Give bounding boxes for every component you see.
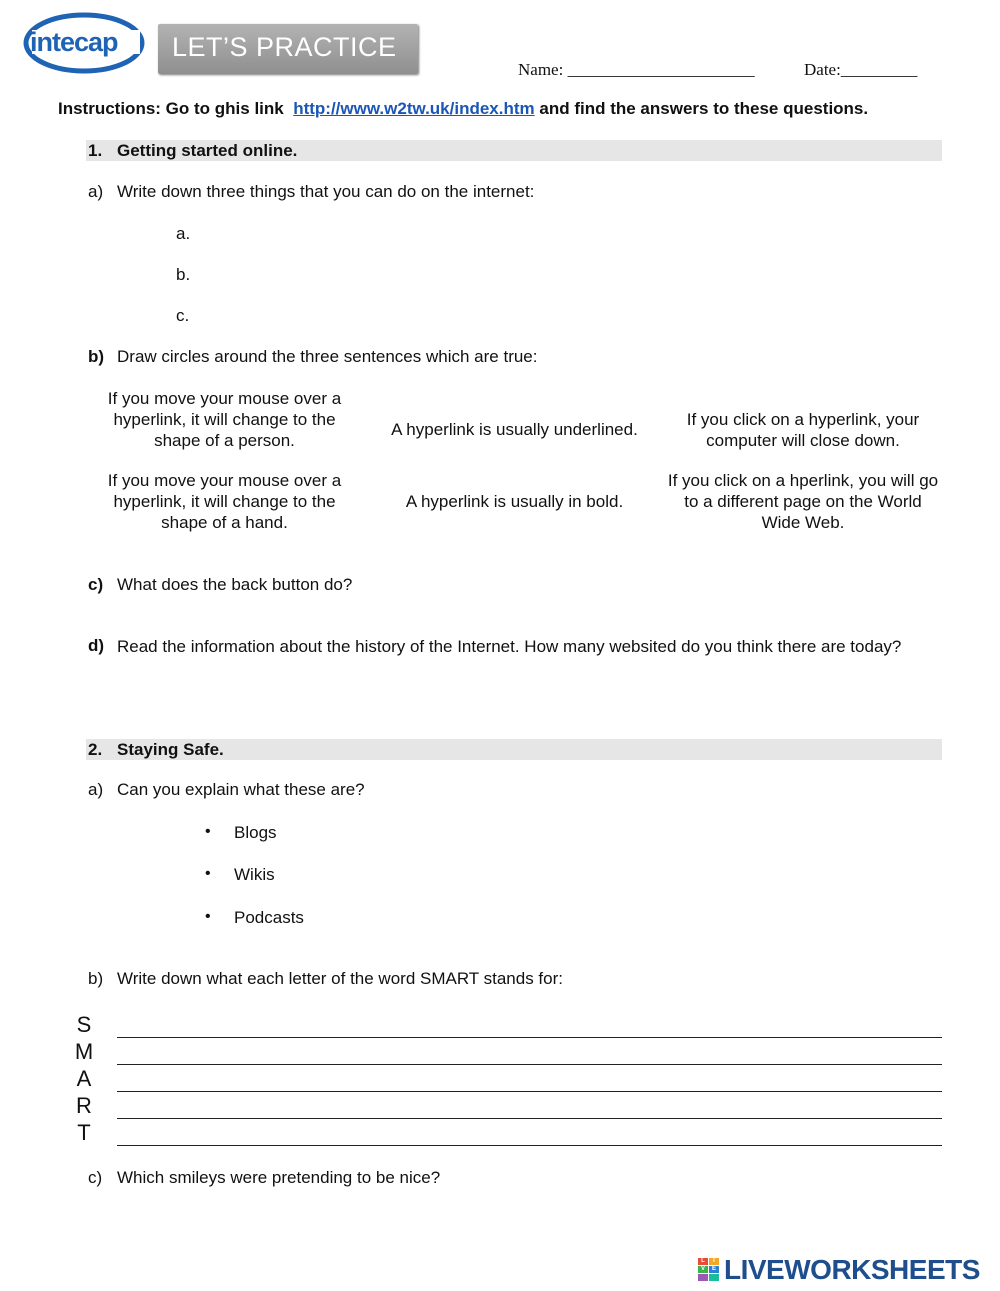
statement-6[interactable]: If you click on a hperlink, you will go to a different page on the World Wide Web. [667, 471, 939, 532]
smart-letter-t: T [77, 1120, 91, 1145]
smart-letter-m: M [74, 1039, 94, 1064]
name-field-label: Name: ______________________ [518, 60, 755, 79]
bullet-icon: • [205, 823, 211, 840]
q1a-item-c: c. [176, 306, 190, 325]
smart-letter-s: S [76, 1012, 92, 1037]
logo-box-5 [698, 1274, 708, 1281]
statement-4[interactable]: If you move your mouse over a hyperlink, it will change to the shape of a hand. [107, 471, 342, 532]
q1a-item-a: a. [176, 224, 191, 243]
logo-box-e: E [709, 1266, 719, 1273]
smart-letter-a: A [76, 1066, 92, 1091]
statement-2[interactable]: A hyperlink is usually underlined. [391, 420, 638, 439]
banner-title: LET’S PRACTICE [172, 32, 397, 62]
smart-answer-line-a[interactable] [117, 1091, 942, 1092]
bullet-blogs: Blogs [234, 823, 277, 842]
q1d-label: d) [88, 636, 105, 655]
instructions-prefix: Instructions: Go to ghis link [58, 99, 284, 118]
logo-box-6 [709, 1274, 719, 1281]
section-2-title: Staying Safe. [117, 740, 224, 759]
section-1-number: 1. [88, 141, 103, 160]
liveworksheets-icon [698, 1258, 720, 1282]
q2a-text: Can you explain what these are? [117, 780, 365, 799]
q1b-label: b) [88, 347, 105, 366]
smart-answer-line-r[interactable] [117, 1118, 942, 1119]
q1a-text: Write down three things that you can do on the internet: [117, 182, 535, 201]
bullet-icon: • [205, 865, 211, 882]
bullet-podcasts: Podcasts [234, 908, 304, 927]
q2b-label: b) [88, 969, 104, 988]
bullet-icon: • [205, 908, 211, 925]
q1c-label: c) [88, 575, 104, 594]
smart-answer-line-s[interactable] [117, 1037, 942, 1038]
liveworksheets-brand: LIVEWORKSHEETS [724, 1254, 980, 1285]
q1d-text: Read the information about the history of the Internet. How many websited do you think there are today? [117, 637, 902, 656]
q2a-label: a) [88, 780, 104, 799]
q2c-text: Which smileys were pretending to be nice? [117, 1168, 441, 1187]
instructions [58, 99, 868, 119]
section-2-number: 2. [88, 740, 103, 759]
section-1-header [86, 140, 942, 161]
logo-text: intecap [30, 27, 118, 57]
smart-letter-r: R [76, 1093, 92, 1118]
q1c-text: What does the back button do? [117, 575, 353, 594]
smart-answer-line-m[interactable] [117, 1064, 942, 1065]
instructions-link[interactable]: http://www.w2tw.uk/index.htm [293, 99, 535, 118]
q1a-label: a) [88, 182, 104, 201]
bullet-wikis: Wikis [234, 865, 275, 884]
logo-box-v: V [698, 1266, 708, 1273]
statement-1[interactable]: If you move your mouse over a hyperlink, it will change to the shape of a person. [107, 389, 342, 450]
statement-5[interactable]: A hyperlink is usually in bold. [405, 492, 624, 511]
section-2-header [86, 739, 942, 760]
q1b-text: Draw circles around the three sentences which are true: [117, 347, 538, 366]
logo-box-i: I [709, 1258, 719, 1265]
q1a-item-b: b. [176, 265, 191, 284]
date-field-label: Date:_________ [804, 60, 918, 79]
instructions-suffix: and find the answers to these questions. [539, 99, 869, 118]
logo-box-l: L [698, 1258, 708, 1265]
page-banner [158, 24, 418, 74]
smart-answer-line-t[interactable] [117, 1145, 942, 1146]
section-1-title: Getting started online. [117, 141, 298, 160]
q2b-text: Write down what each letter of the word SMART stands for: [117, 969, 563, 988]
q2c-label: c) [88, 1168, 103, 1187]
statement-3[interactable]: If you click on a hyperlink, your computer will close down. [686, 410, 920, 450]
intecap-logo [22, 10, 148, 76]
